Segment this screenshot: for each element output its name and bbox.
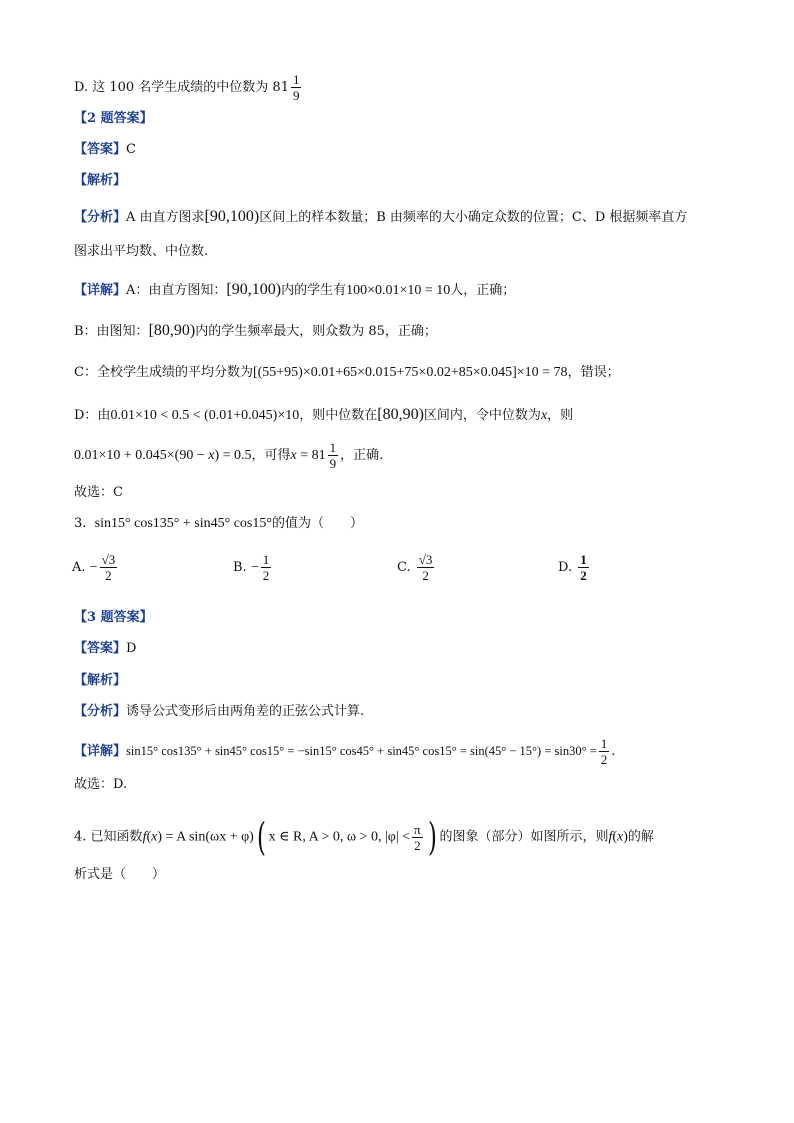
q3-fenxi: [74, 703, 364, 721]
q3-detail: [74, 736, 615, 767]
fenxi-label: 【分析】: [74, 210, 127, 225]
detail-text: A：由直方图知：: [126, 283, 227, 298]
interval: [90,100): [204, 208, 260, 225]
q3-option-c: [397, 552, 436, 583]
option-sign: −: [89, 560, 98, 575]
interval: [90,100): [226, 281, 282, 298]
q2-detail-c: [74, 364, 620, 382]
var-x: x: [208, 448, 215, 463]
xiangjie-label: 【详解】: [74, 744, 127, 759]
func-f: f: [608, 829, 613, 845]
option-fraction: [100, 552, 118, 583]
q2-analysis-header: 【解析】: [74, 173, 127, 188]
interval: [80,90): [148, 322, 196, 339]
q3-analysis-header: 【解析】: [74, 673, 127, 688]
detail-math: = 81: [296, 448, 326, 463]
detail-math: [(55+95)×0.01+65×0.015+75×0.02+85×0.045]×10 = 78: [252, 365, 568, 380]
detail-text: 内的学生有: [281, 283, 347, 298]
detail-text: 人，正确；: [450, 283, 516, 298]
q3-stem: [74, 515, 363, 533]
q3-option-d: [558, 552, 591, 583]
big-right-paren: ): [427, 815, 437, 859]
detail-math: sin15° cos135° + sin45° cos15° = −sin15° cos45° + sin45° cos15° = sin(45° − 15°) = sin30° =: [126, 744, 597, 758]
q2-answer: [74, 141, 136, 159]
option-fraction: [417, 552, 435, 583]
var-x: x: [617, 829, 624, 845]
frac-num: √3: [101, 552, 116, 567]
fenxi-text: 区间上的样本数量；B 由频率的大小确定众数的位置；C、D 根据频率直方: [259, 210, 688, 225]
answer-label: 【答案】: [74, 641, 127, 656]
detail-text: 区间内，令中位数为: [423, 408, 541, 423]
frac-den: 2: [262, 568, 270, 583]
option-label: C.: [397, 560, 411, 575]
frac-num: 1: [600, 736, 608, 751]
q2-detail-b: [74, 322, 437, 341]
frac-den: 2: [580, 568, 587, 583]
detail-text: ，则中位数在: [299, 408, 378, 423]
q2-fenxi-line2: 图求出平均数、中位数.: [74, 244, 209, 259]
stem-text: 已知函数: [90, 829, 143, 845]
q3-option-a: [72, 552, 119, 583]
frac-num: 1: [292, 72, 300, 87]
interval: [80,90): [377, 406, 424, 423]
q2-option-d: [74, 72, 303, 103]
detail-text: ，可得: [251, 448, 291, 463]
frac-num: 1: [262, 552, 270, 567]
stem-text: 的值为（ ）: [271, 516, 363, 531]
q2-detail-a: [74, 281, 515, 300]
big-left-paren: (: [256, 815, 266, 859]
stem-text: 的图象（部分）如图所示，则: [439, 829, 609, 845]
q2-answer-header: 【2 题答案】: [74, 111, 153, 126]
detail-text: .: [611, 744, 616, 759]
q2-detail-d: [74, 406, 573, 425]
frac-den: 9: [329, 456, 337, 471]
option-label: A.: [72, 560, 86, 575]
detail-text: ，正确.: [340, 448, 384, 463]
fenxi-text: A 由直方图求: [126, 210, 205, 225]
detail-math: 0.01×10 + 0.045×(90 −: [74, 448, 209, 463]
frac-den: 2: [105, 568, 112, 583]
var-x: x: [540, 408, 548, 423]
q3-option-b: [233, 552, 273, 583]
detail-fraction: [328, 440, 339, 471]
q3-answer-header: 【3 题答案】: [74, 610, 153, 625]
q2-option-d-fraction: [291, 72, 302, 103]
option-label: D.: [558, 560, 573, 575]
q4-stem-line2: 析式是（ ）: [74, 867, 166, 882]
stem-math: x ∈ R, A > 0, ω > 0, |φ| <: [268, 829, 411, 845]
detail-text: ，则: [547, 408, 574, 423]
q3-answer: [74, 640, 136, 658]
q2-choose: 故选：C: [74, 485, 123, 500]
stem-math: sin15° cos135° + sin45° cos15°: [94, 516, 272, 531]
frac-num: √3: [418, 552, 433, 567]
option-label: B.: [233, 560, 247, 575]
detail-math: 0.01×10 < 0.5 < (0.01+0.045)×10: [110, 408, 300, 423]
frac-den: 2: [422, 568, 429, 583]
answer-label: 【答案】: [74, 142, 127, 157]
q2-fenxi-line1: [74, 208, 687, 227]
q2-detail-e: [74, 440, 383, 471]
option-fraction: [578, 552, 589, 583]
option-sign: −: [250, 560, 259, 575]
option-fraction: [261, 552, 272, 583]
question-number: 4.: [74, 829, 87, 845]
xiangjie-label: 【详解】: [74, 283, 127, 298]
fenxi-label: 【分析】: [74, 704, 127, 719]
frac-num: 1: [329, 440, 337, 455]
q3-choose: 故选：D.: [74, 777, 128, 792]
stem-text: 的解: [627, 829, 654, 845]
frac-num: π: [414, 821, 421, 837]
frac-den: 2: [414, 837, 421, 853]
question-number: 3.: [74, 516, 87, 531]
answer-value: C: [126, 142, 136, 157]
detail-text: B：由图知：: [74, 324, 149, 339]
func-f: f: [142, 829, 147, 845]
fenxi-text: 诱导公式变形后由两角差的正弦公式计算.: [126, 704, 365, 719]
detail-math: 100×0.01×10 = 10: [346, 283, 451, 298]
detail-text: D：由: [74, 408, 111, 423]
detail-text: C：全校学生成绩的平均分数为: [74, 365, 253, 380]
q4-stem-line1: 4. 已知函数f(x) = A sin(ωx + φ)( x ∈ R, A > 0, ω > 0, |φ| < $\frac{\pi}{2}$ ) 的图象（部分）如图所示，则f(x)的解: [74, 815, 654, 859]
detail-text: 内的学生频率最大，则众数为 85，正确；: [195, 324, 437, 339]
stem-math: = A sin(ωx + φ): [162, 829, 254, 845]
detail-math: ) = 0.5: [214, 448, 252, 463]
frac-num: 1: [580, 552, 587, 567]
answer-value: D: [126, 641, 137, 656]
var-x: x: [290, 448, 297, 463]
frac-den: 2: [600, 752, 608, 767]
pi-fraction: [412, 822, 423, 853]
frac-den: 9: [292, 88, 300, 103]
detail-text: ，错误；: [567, 365, 620, 380]
detail-fraction: [599, 736, 610, 767]
q2-option-d-text: D. 这 100 名学生成绩的中位数为 81: [74, 80, 289, 95]
var-x: x: [151, 829, 158, 845]
